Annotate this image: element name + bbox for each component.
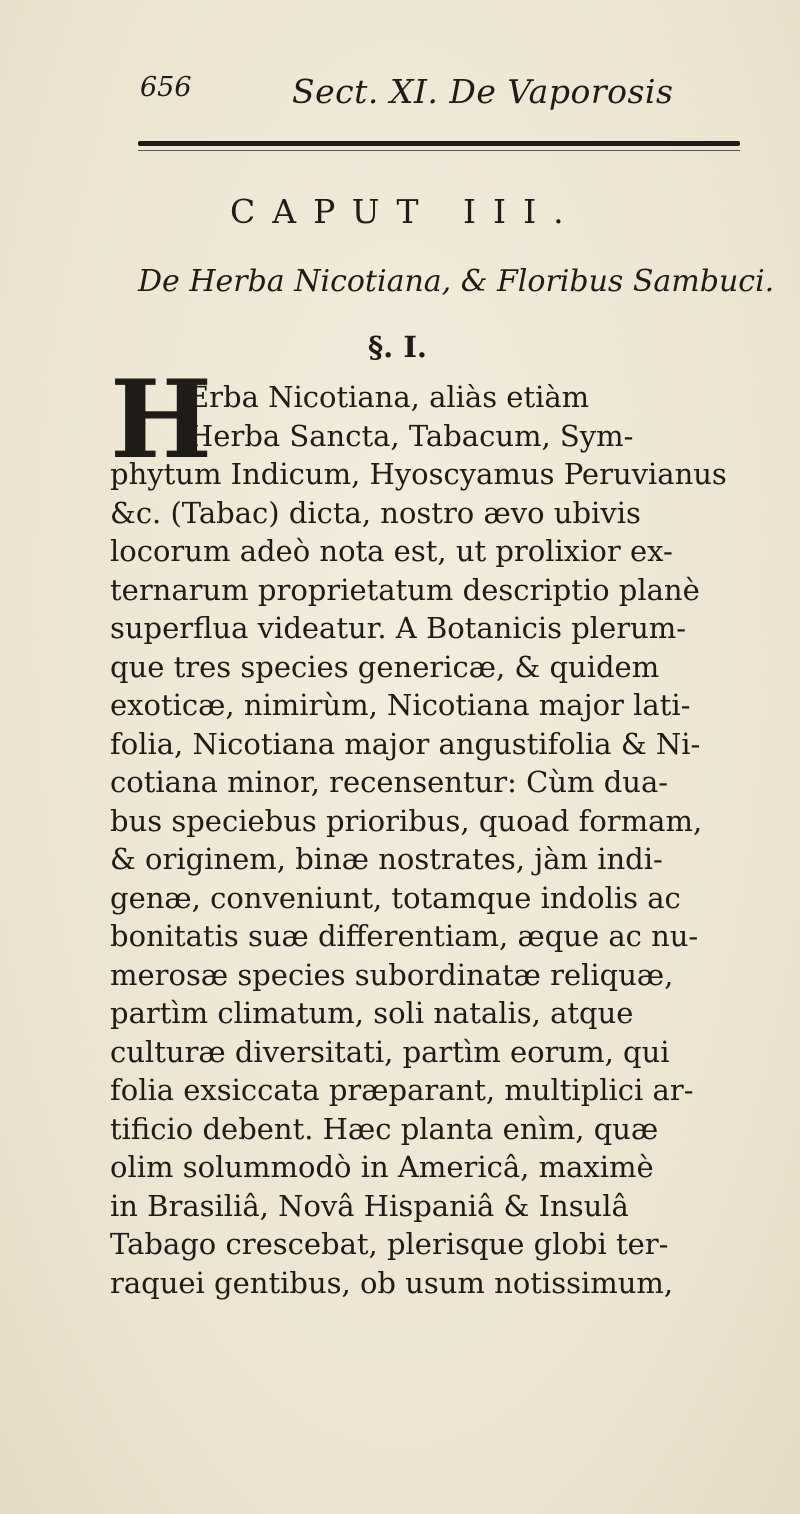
text-line: Tabago crescebat, plerisque globi ter- [110,1227,669,1261]
text-line: superflua videatur. A Botanicis plerum- [110,611,687,645]
header-rule [138,141,740,146]
text-line: bonitatis suæ differentiam, æque ac nu- [110,919,699,953]
text-line: cotiana minor, recensentur: Cùm dua- [110,765,669,799]
chapter-subtitle: De Herba Nicotiana, & Floribus Sambuci. [138,264,775,299]
page-header [0,72,800,116]
running-head: Sect. XI. De Vaporosis [292,72,674,111]
text-line: in Brasiliâ, Novâ Hispaniâ & Insulâ [110,1188,629,1223]
text-line: raquei gentibus, ob usum notissimum, [110,1265,674,1300]
text-line: phytum Indicum, Hyoscyamus Peruvianus [110,457,727,491]
text-line: que tres species genericæ, & quidem [110,649,660,684]
drop-cap: H [110,357,213,483]
text-line: culturæ diversitati, partìm eorum, qui [110,1034,670,1069]
text-line: bus speciebus prioribus, quoad formam, [110,803,703,838]
page-number: 656 [140,72,192,103]
text-line: genæ, conveniunt, totamque indolis ac [110,880,681,915]
text-line: folia exsiccata præparant, multiplici ar- [110,1073,694,1107]
header-rule-thin [138,150,740,151]
text-line: & originem, binæ nostrates, jàm indi- [110,842,663,876]
text-line: Herba Sancta, Tabacum, Sym- [188,418,634,453]
text-line: Erba Nicotiana, aliàs etiàm [188,380,590,414]
body-text [110,357,790,1302]
text-line: folia, Nicotiana major angustifolia & Ni- [110,726,701,761]
section-number: §. I. [368,330,428,364]
text-line: olim solummodò in Americâ, maximè [110,1150,654,1184]
text-line: locorum adeò nota est, ut prolixior ex- [110,534,673,568]
text-line: partìm climatum, soli natalis, atque [110,996,634,1030]
chapter-heading: CAPUT III. [230,192,581,231]
text-line: ternarum proprietatum descriptio planè [110,572,700,607]
text-line: exoticæ, nimirùm, Nicotiana major lati- [110,688,691,722]
text-line: merosæ species subordinatæ reliquæ, [110,957,674,992]
text-line: tificio debent. Hæc planta enìm, quæ [110,1111,659,1146]
text-line: &c. (Tabac) dicta, nostro ævo ubivis [110,495,641,530]
